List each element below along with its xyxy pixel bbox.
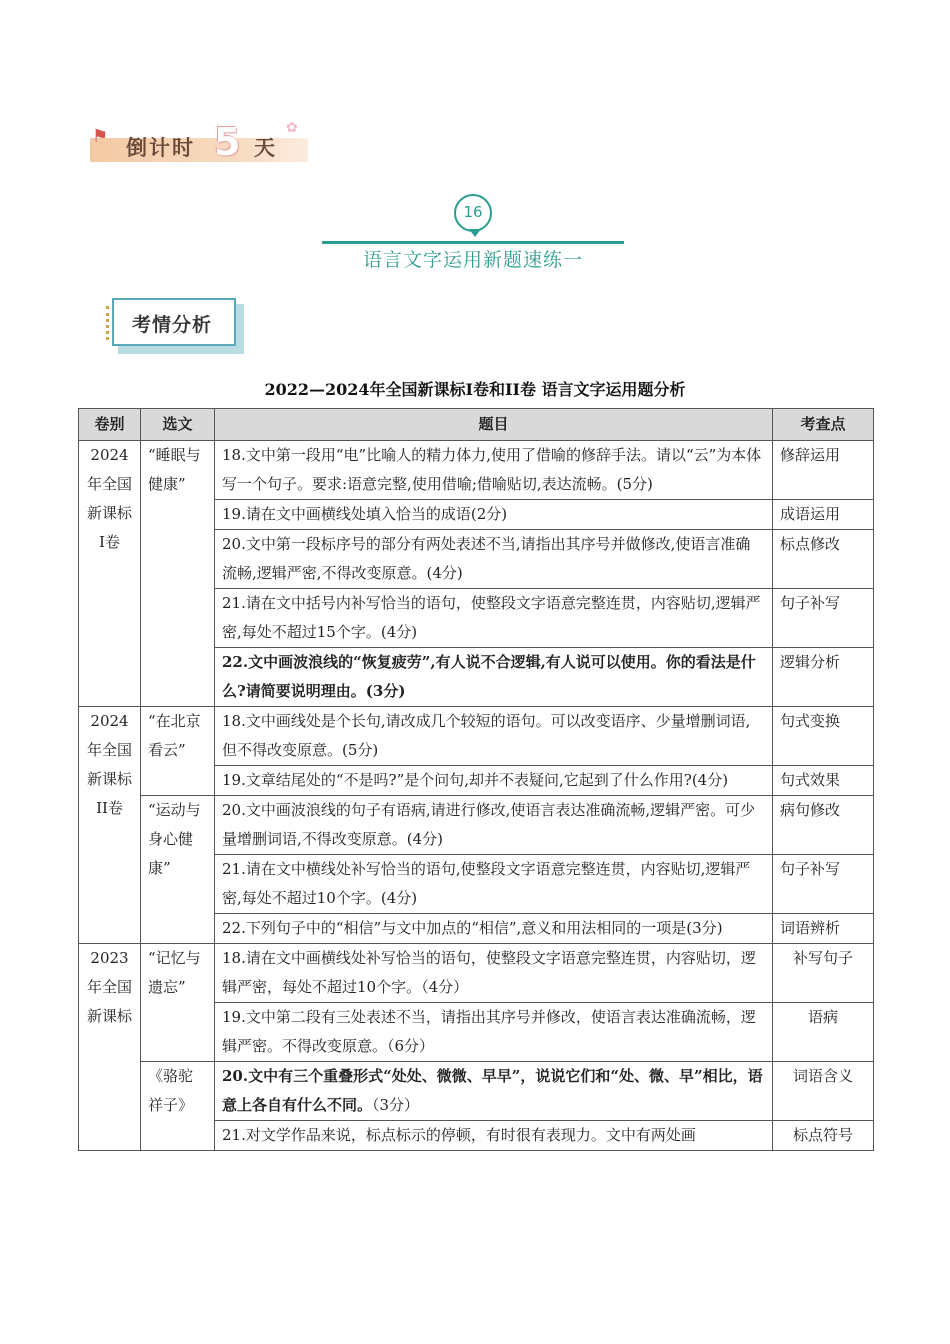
text-cell: “睡眠与健康” <box>141 441 215 707</box>
question-cell: 22.下列句子中的“相信”与文中加点的“相信”,意义和用法相同的一项是(3分) <box>215 914 773 944</box>
section-number-badge: 16 <box>454 194 492 232</box>
text-cell: 《骆驼祥子》 <box>141 1062 215 1151</box>
point-cell: 修辞运用 <box>773 441 874 500</box>
page-bottom-mask <box>76 1218 876 1344</box>
header-point: 考查点 <box>773 409 874 441</box>
header-text: 选文 <box>141 409 215 441</box>
spiral-binding-icon <box>106 306 119 340</box>
sparkle-icon: ✿ <box>286 120 298 136</box>
point-cell: 句子补写 <box>773 855 874 914</box>
point-cell: 词语辨析 <box>773 914 874 944</box>
table-row <box>79 1062 874 1121</box>
section-title: 语言文字运用新题速练一 <box>362 249 583 271</box>
paper-cell: 2024年全国新课标II卷 <box>79 707 141 944</box>
analysis-label: 考情分析 <box>132 314 213 336</box>
countdown-prefix: 倒计时 <box>126 136 195 160</box>
question-cell: 20.文中画波浪线的句子有语病,请进行修改,使语言表达准确流畅,逻辑严密。可少量增删词语,不得改变原意。(4分) <box>215 796 773 855</box>
countdown-band <box>90 138 308 162</box>
table-row <box>79 796 874 855</box>
point-cell: 语病 <box>773 1003 874 1062</box>
question-cell: 22.文中画波浪线的“恢复疲劳”,有人说不合逻辑,有人说可以使用。你的看法是什么?请简要说明理由。(3分) <box>215 648 773 707</box>
question-cell: 18.文中第一段用“电”比喻人的精力体力,使用了借喻的修辞手法。请以“云”为本体写一个句子。要求:语意完整,使用借喻;借喻贴切,表达流畅。(5分) <box>215 441 773 500</box>
table-row <box>79 707 874 766</box>
header-paper: 卷别 <box>79 409 141 441</box>
point-cell: 句子补写 <box>773 589 874 648</box>
point-cell: 词语含义 <box>773 1062 874 1121</box>
question-cell: 19.文中第二段有三处表述不当，请指出其序号并修改，使语言表达准确流畅，逻辑严密。不得改变原意。（6分） <box>215 1003 773 1062</box>
point-cell: 逻辑分析 <box>773 648 874 707</box>
question-cell: 21.请在文中括号内补写恰当的语句，使整段文字语意完整连贯，内容贴切,逻辑严密,每处不超过15个字。(4分) <box>215 589 773 648</box>
text-cell: “记忆与遗忘” <box>141 944 215 1062</box>
question-cell: 19.请在文中画横线处填入恰当的成语(2分) <box>215 500 773 530</box>
text-cell: “在北京看云” <box>141 707 215 796</box>
point-cell: 句式变换 <box>773 707 874 766</box>
table-row <box>79 944 874 1003</box>
heading-divider <box>322 241 624 244</box>
analysis-heading <box>112 298 242 352</box>
question-cell: 18.请在文中画横线处补写恰当的语句，使整段文字语意完整连贯，内容贴切，逻辑严密，每处不超过10个字。（4分） <box>215 944 773 1003</box>
question-cell <box>215 1062 773 1121</box>
point-cell: 句式效果 <box>773 766 874 796</box>
point-cell: 病句修改 <box>773 796 874 855</box>
analysis-table <box>78 408 874 1151</box>
table-row <box>79 441 874 500</box>
header-question: 题目 <box>215 409 773 441</box>
point-cell: 补写句子 <box>773 944 874 1003</box>
point-cell: 标点符号 <box>773 1121 874 1151</box>
countdown-number: 5 <box>214 120 241 164</box>
point-cell: 成语运用 <box>773 500 874 530</box>
question-cell: 20.文中第一段标序号的部分有两处表述不当,请指出其序号并做修改,使语言准确流畅,逻辑严密,不得改变原意。(4分) <box>215 530 773 589</box>
countdown-suffix: 天 <box>254 136 275 160</box>
flag-icon: ⚑ <box>92 126 109 147</box>
question-cell: 18.文中画线处是个长句,请改成几个较短的语句。可以改变语序、少量增删词语,但不得改变原意。(5分) <box>215 707 773 766</box>
countdown-banner <box>90 120 308 164</box>
question-cell: 19.文章结尾处的“不是吗?”是个问句,却并不表疑问,它起到了什么作用?(4分) <box>215 766 773 796</box>
paper-cell: 2023年全国新课标 <box>79 944 141 1151</box>
table-header-row <box>79 409 874 441</box>
text-cell: “运动与身心健康” <box>141 796 215 944</box>
point-cell: 标点修改 <box>773 530 874 589</box>
question-cell: 21.请在文中横线处补写恰当的语句,使整段文字语意完整连贯，内容贴切,逻辑严密,每处不超过10个字。(4分) <box>215 855 773 914</box>
table-title: 2022—2024年全国新课标Ⅰ卷和II卷 语言文字运用题分析 <box>264 380 686 399</box>
question-cell: 21.对文学作品来说，标点标示的停顿，有时很有表现力。文中有两处画 <box>215 1121 773 1151</box>
question-bold-part: 20.文中有三个重叠形式“处处、微微、早早”，说说它们和“处、微、早”相比，语意上各自有什么不同。 <box>222 1067 763 1114</box>
question-score: （3分） <box>372 1096 420 1114</box>
paper-cell: 2024年全国新课标Ⅰ卷 <box>79 441 141 707</box>
